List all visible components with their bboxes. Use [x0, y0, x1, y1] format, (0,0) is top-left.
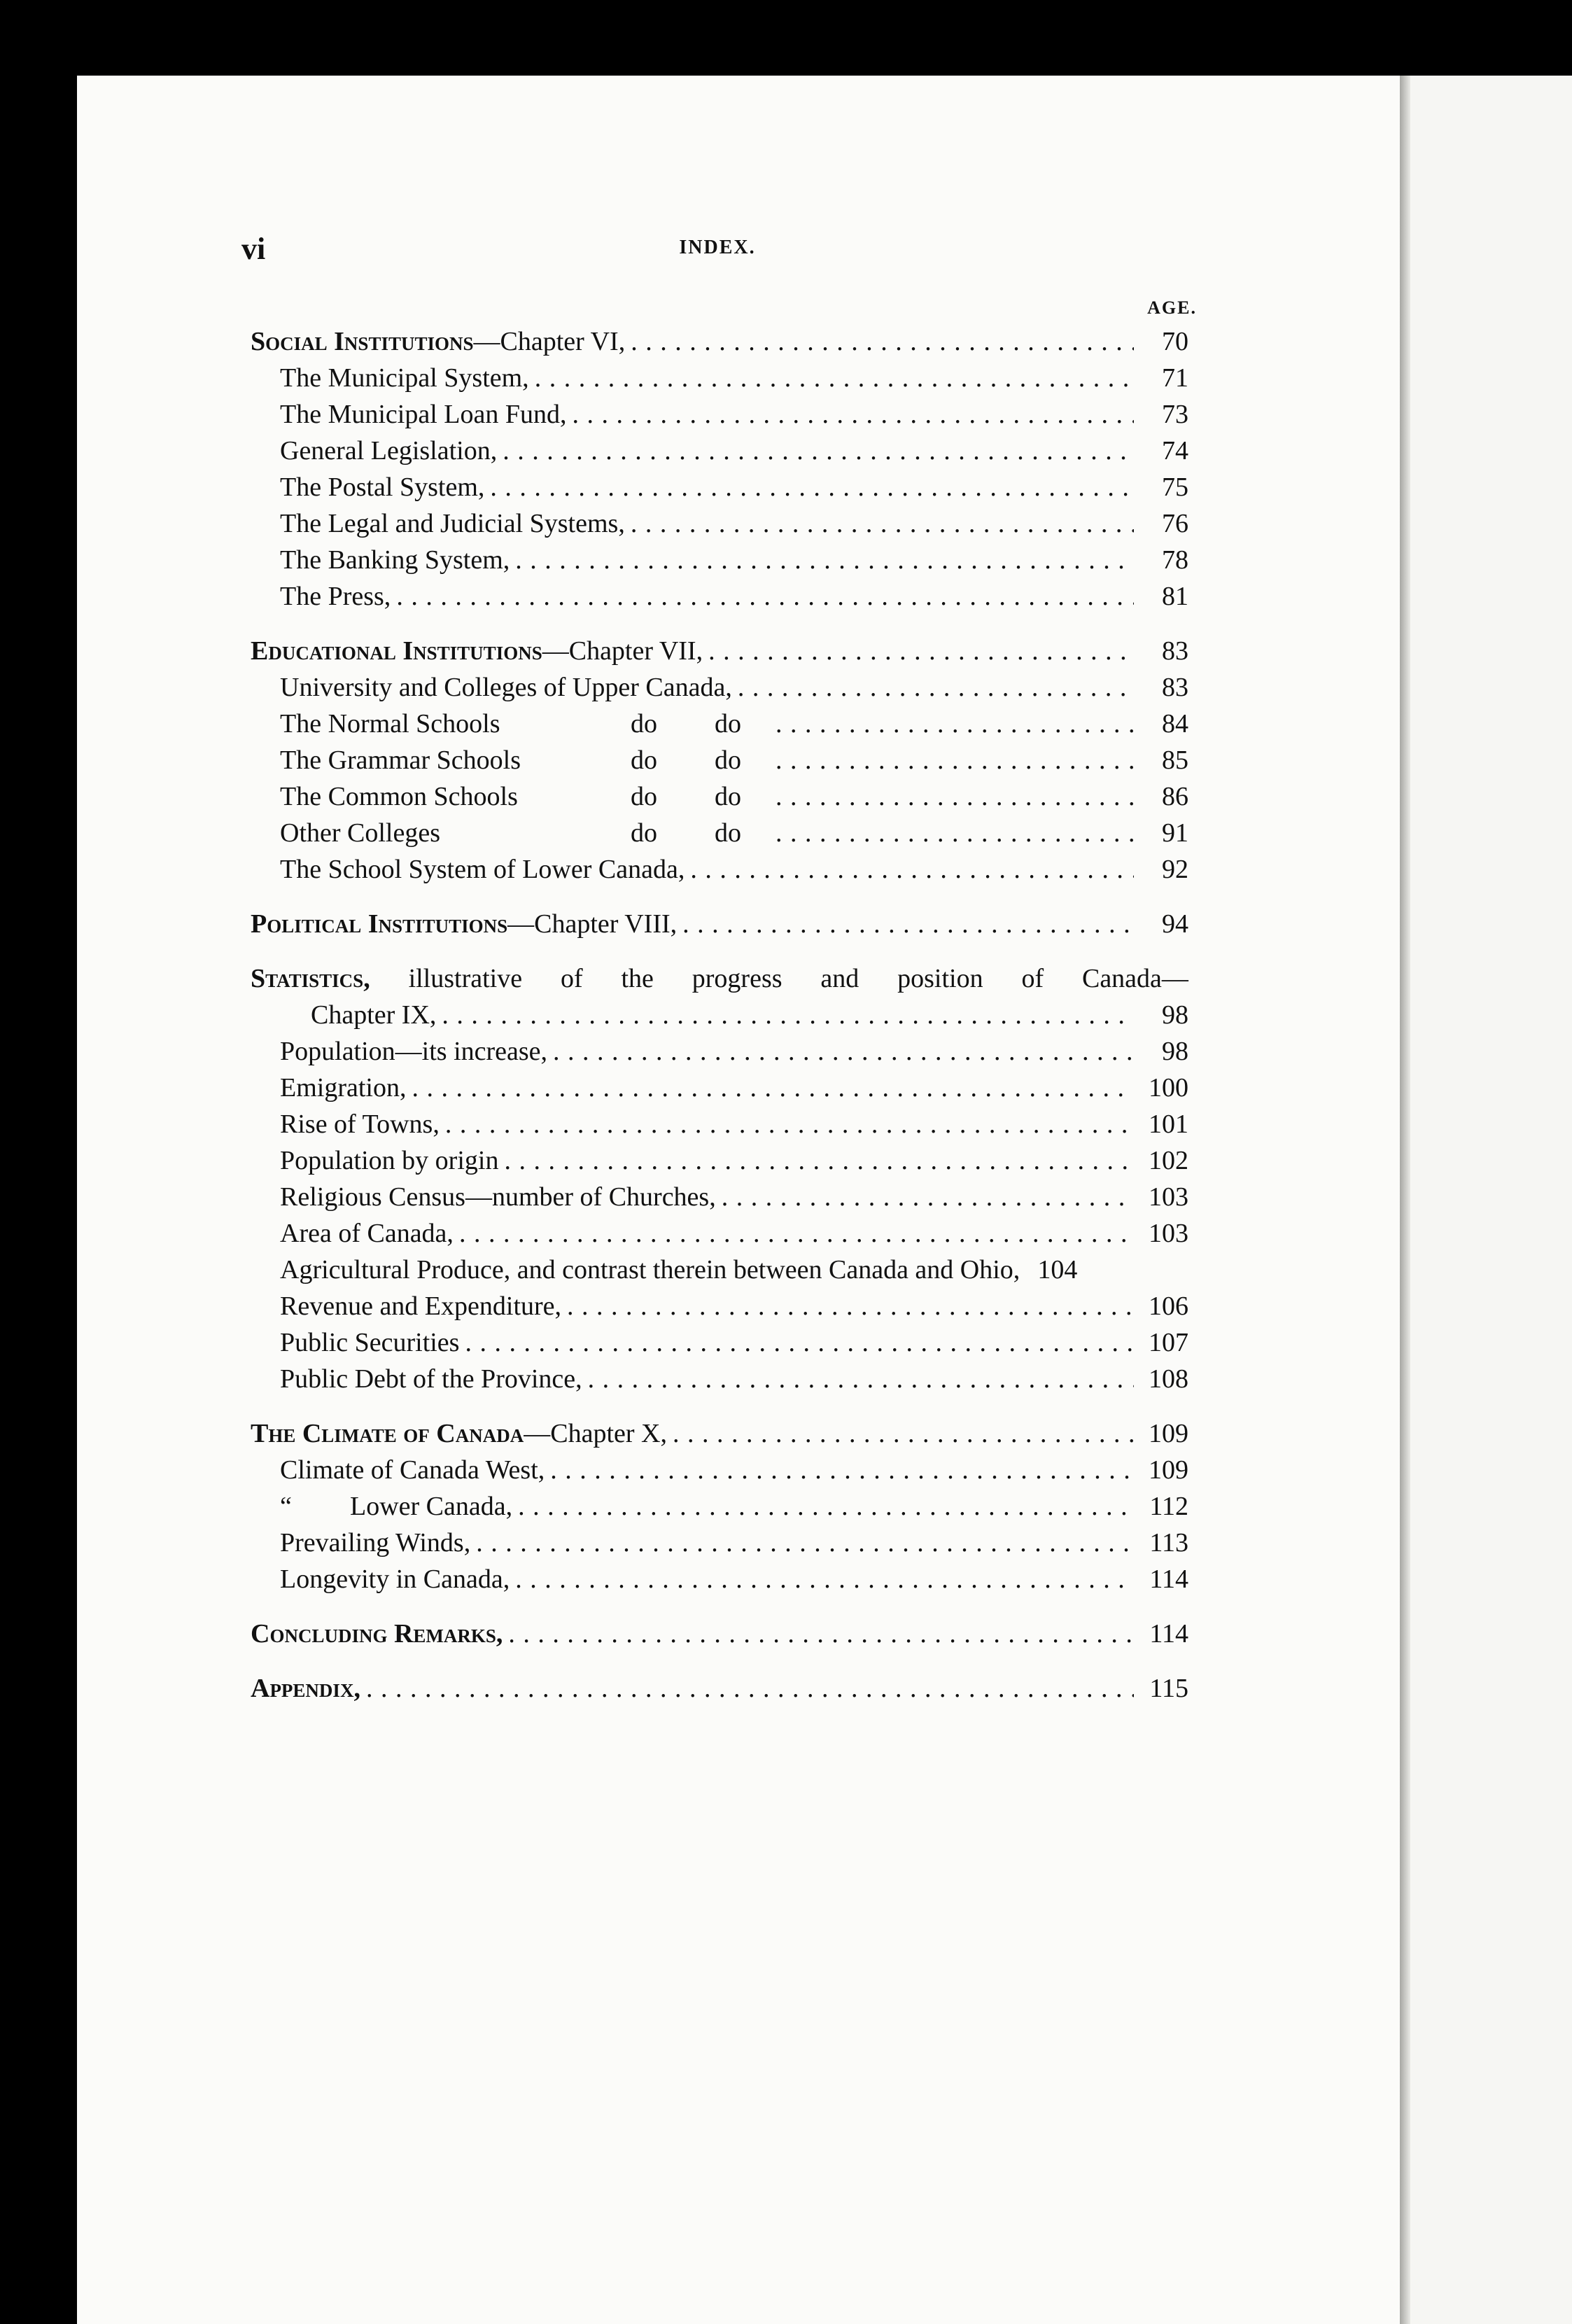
section-educational-institutions: [251, 633, 1188, 669]
entry-label: Rise of Towns,: [280, 1110, 440, 1139]
index-entry: [251, 1361, 1188, 1397]
entry-label: Other Colleges: [280, 818, 441, 848]
page-number: 75: [1162, 472, 1188, 502]
heading-word: position: [897, 964, 983, 993]
entry-label: Emigration,: [280, 1073, 407, 1102]
index-entry: [251, 542, 1188, 578]
leader-dots: [396, 578, 1134, 615]
facing-page: [1400, 76, 1572, 2324]
section-title: Concluding Remarks,: [251, 1619, 503, 1648]
section-social-institutions: [251, 323, 1188, 360]
entry-label: The Grammar Schools: [280, 746, 521, 775]
page-number: 98: [1162, 1037, 1188, 1066]
page-number: 104: [1037, 1255, 1078, 1284]
section-statistics: [251, 960, 1188, 997]
index-entry: [251, 1033, 1188, 1070]
leader-dots: [567, 1288, 1134, 1324]
index-entry: [251, 469, 1188, 505]
page-number: 71: [1162, 363, 1188, 393]
leader-dots: [708, 633, 1134, 669]
heading-word: Canada—: [1081, 964, 1188, 993]
page-number: 108: [1149, 1364, 1188, 1394]
index-entry: [251, 1070, 1188, 1106]
leader-dots: [476, 1525, 1134, 1561]
index-entry: [251, 1288, 1188, 1324]
entry-label: Public Securities: [280, 1328, 460, 1357]
index-entry: [251, 1252, 1188, 1288]
page-number: 83: [1162, 673, 1188, 702]
ditto-do: do: [715, 746, 741, 775]
leader-dots: [776, 706, 1134, 742]
leader-dots: [465, 1324, 1134, 1361]
leader-dots: [722, 1179, 1134, 1215]
page-number: 103: [1149, 1219, 1188, 1248]
leader-dots: [503, 433, 1134, 469]
leader-dots: [366, 1670, 1134, 1707]
index-entry: [251, 1106, 1188, 1142]
entry-label: The Legal and Judicial Systems,: [280, 509, 625, 538]
index-entry: [251, 1452, 1188, 1488]
page-number: 106: [1149, 1292, 1188, 1321]
leader-dots: [572, 396, 1134, 433]
entry-label: Population by origin: [280, 1146, 499, 1175]
entry-label: The Postal System,: [280, 472, 485, 502]
leader-dots: [442, 997, 1134, 1033]
folio: vi: [241, 232, 266, 266]
page-number: 81: [1162, 582, 1188, 611]
index-entry: [251, 505, 1188, 542]
index-entry: [251, 1179, 1188, 1215]
page-number: 113: [1149, 1528, 1188, 1558]
entry-label: Revenue and Expenditure,: [280, 1292, 562, 1321]
index-entry: [251, 1561, 1188, 1597]
page-number: 83: [1162, 636, 1188, 666]
entry-label: Public Debt of the Province,: [280, 1364, 582, 1394]
entry-label: The Municipal System,: [280, 363, 529, 393]
entry-label: The Common Schools: [280, 782, 518, 811]
heading-word: illustrative: [408, 964, 523, 993]
leader-dots: [588, 1361, 1134, 1397]
ditto-do: do: [631, 746, 657, 775]
index-entry: [251, 815, 1188, 851]
page-number: 109: [1149, 1455, 1188, 1485]
page-number: 91: [1162, 818, 1188, 848]
page-number: 94: [1162, 909, 1188, 939]
heading-word: of: [560, 964, 583, 993]
leader-dots: [518, 1488, 1134, 1525]
page-number: 74: [1162, 436, 1188, 465]
page-number: 101: [1149, 1110, 1188, 1139]
leader-dots: [550, 1452, 1134, 1488]
page-number: 100: [1149, 1073, 1188, 1102]
index-entry: [251, 1215, 1188, 1252]
ditto-do: do: [715, 709, 741, 738]
section-title: Political Institutions: [251, 909, 508, 939]
page-number: 109: [1149, 1419, 1188, 1448]
entry-label: Longevity in Canada,: [280, 1564, 510, 1594]
index-table: [251, 323, 1188, 1707]
leader-dots: [515, 542, 1134, 578]
leader-dots: [690, 851, 1134, 888]
leader-dots: [504, 1142, 1134, 1179]
index-entry: [251, 778, 1188, 815]
section-title: Statistics,: [251, 964, 370, 993]
section-chapter: —Chapter VI,: [473, 327, 626, 356]
page-number: 76: [1162, 509, 1188, 538]
entry-label: Agricultural Produce, and contrast therein between Canada and Ohio,: [280, 1255, 1020, 1284]
entry-label: The Normal Schools: [280, 709, 500, 738]
entry-label: The Press,: [280, 582, 391, 611]
entry-label: Religious Census—number of Churches,: [280, 1182, 716, 1212]
section-chapter: —Chapter VII,: [542, 636, 703, 666]
heading-word: the: [621, 964, 654, 993]
section-title: The Climate of Canada: [251, 1419, 524, 1448]
heading-word: of: [1021, 964, 1044, 993]
page-number: 103: [1149, 1182, 1188, 1212]
ditto-do: do: [715, 818, 741, 848]
index-entry: [251, 669, 1188, 706]
page-number: 114: [1149, 1619, 1188, 1648]
index-entry: [251, 1324, 1188, 1361]
page-number: 92: [1162, 855, 1188, 884]
index-entry: [251, 851, 1188, 888]
section-concluding-remarks: [251, 1616, 1188, 1652]
ditto-mark: “: [280, 1492, 292, 1521]
entry-label: University and Colleges of Upper Canada,: [280, 673, 732, 702]
section-chapter: —Chapter VIII,: [507, 909, 678, 939]
page-number: 84: [1162, 709, 1188, 738]
section-title: Appendix,: [251, 1674, 360, 1703]
section-title: Social Institutions: [251, 327, 474, 356]
leader-dots: [776, 815, 1134, 851]
page-number: 114: [1149, 1564, 1188, 1594]
leader-dots: [490, 469, 1134, 505]
section-appendix: [251, 1670, 1188, 1707]
page-number: 107: [1149, 1328, 1188, 1357]
ditto-do: do: [715, 782, 741, 811]
index-entry: [251, 578, 1188, 615]
entry-label: The Municipal Loan Fund,: [280, 400, 567, 429]
page-number: 85: [1162, 746, 1188, 775]
page-number: 78: [1162, 545, 1188, 575]
leader-dots: [515, 1561, 1134, 1597]
entry-label: The Banking System,: [280, 545, 510, 575]
leader-dots: [682, 906, 1134, 942]
leader-dots: [738, 669, 1134, 706]
index-entry: [251, 360, 1188, 396]
leader-dots: [459, 1215, 1134, 1252]
index-entry: [251, 1488, 1188, 1525]
leader-dots: [553, 1033, 1134, 1070]
ditto-do: do: [631, 818, 657, 848]
index-entry: [251, 1142, 1188, 1179]
running-title: INDEX.: [679, 237, 756, 258]
leader-dots: [535, 360, 1134, 396]
entry-label: Area of Canada,: [280, 1219, 454, 1248]
index-entry: [251, 433, 1188, 469]
page-number: 112: [1149, 1492, 1188, 1521]
index-entry: [251, 396, 1188, 433]
ditto-do: do: [631, 709, 657, 738]
heading-word: progress: [692, 964, 783, 993]
page-number: 73: [1162, 400, 1188, 429]
index-entry: [251, 1525, 1188, 1561]
leader-dots: [673, 1415, 1134, 1452]
leader-dots: [508, 1616, 1134, 1652]
section-title: Educational Institutions: [251, 636, 542, 666]
entry-label: Climate of Canada West,: [280, 1455, 545, 1485]
entry-label: The School System of Lower Canada,: [280, 855, 685, 884]
page-number: 115: [1149, 1674, 1188, 1703]
leader-dots: [631, 505, 1134, 542]
leader-dots: [631, 323, 1134, 360]
entry-label: Prevailing Winds,: [280, 1528, 471, 1558]
page-number: 102: [1149, 1146, 1188, 1175]
leader-dots: [445, 1106, 1134, 1142]
leader-dots: [412, 1070, 1134, 1106]
section-political-institutions: [251, 906, 1188, 942]
page-number: 70: [1162, 327, 1188, 356]
leader-dots: [776, 778, 1134, 815]
entry-label: General Legislation,: [280, 436, 498, 465]
heading-word: and: [820, 964, 859, 993]
section-continuation: [251, 997, 1188, 1033]
entry-label: Population—its increase,: [280, 1037, 548, 1066]
page-number: 86: [1162, 782, 1188, 811]
section-chapter: —Chapter X,: [524, 1419, 667, 1448]
page-column-heading: AGE.: [1147, 298, 1197, 318]
leader-dots: [776, 742, 1134, 778]
ditto-do: do: [631, 782, 657, 811]
index-entry: [251, 706, 1188, 742]
page-number: 98: [1162, 1000, 1188, 1030]
section-chapter: Chapter IX,: [311, 1000, 437, 1030]
page-header: [241, 231, 1193, 266]
index-entry: [251, 742, 1188, 778]
entry-label: Lower Canada,: [350, 1492, 513, 1521]
section-climate: [251, 1415, 1188, 1452]
